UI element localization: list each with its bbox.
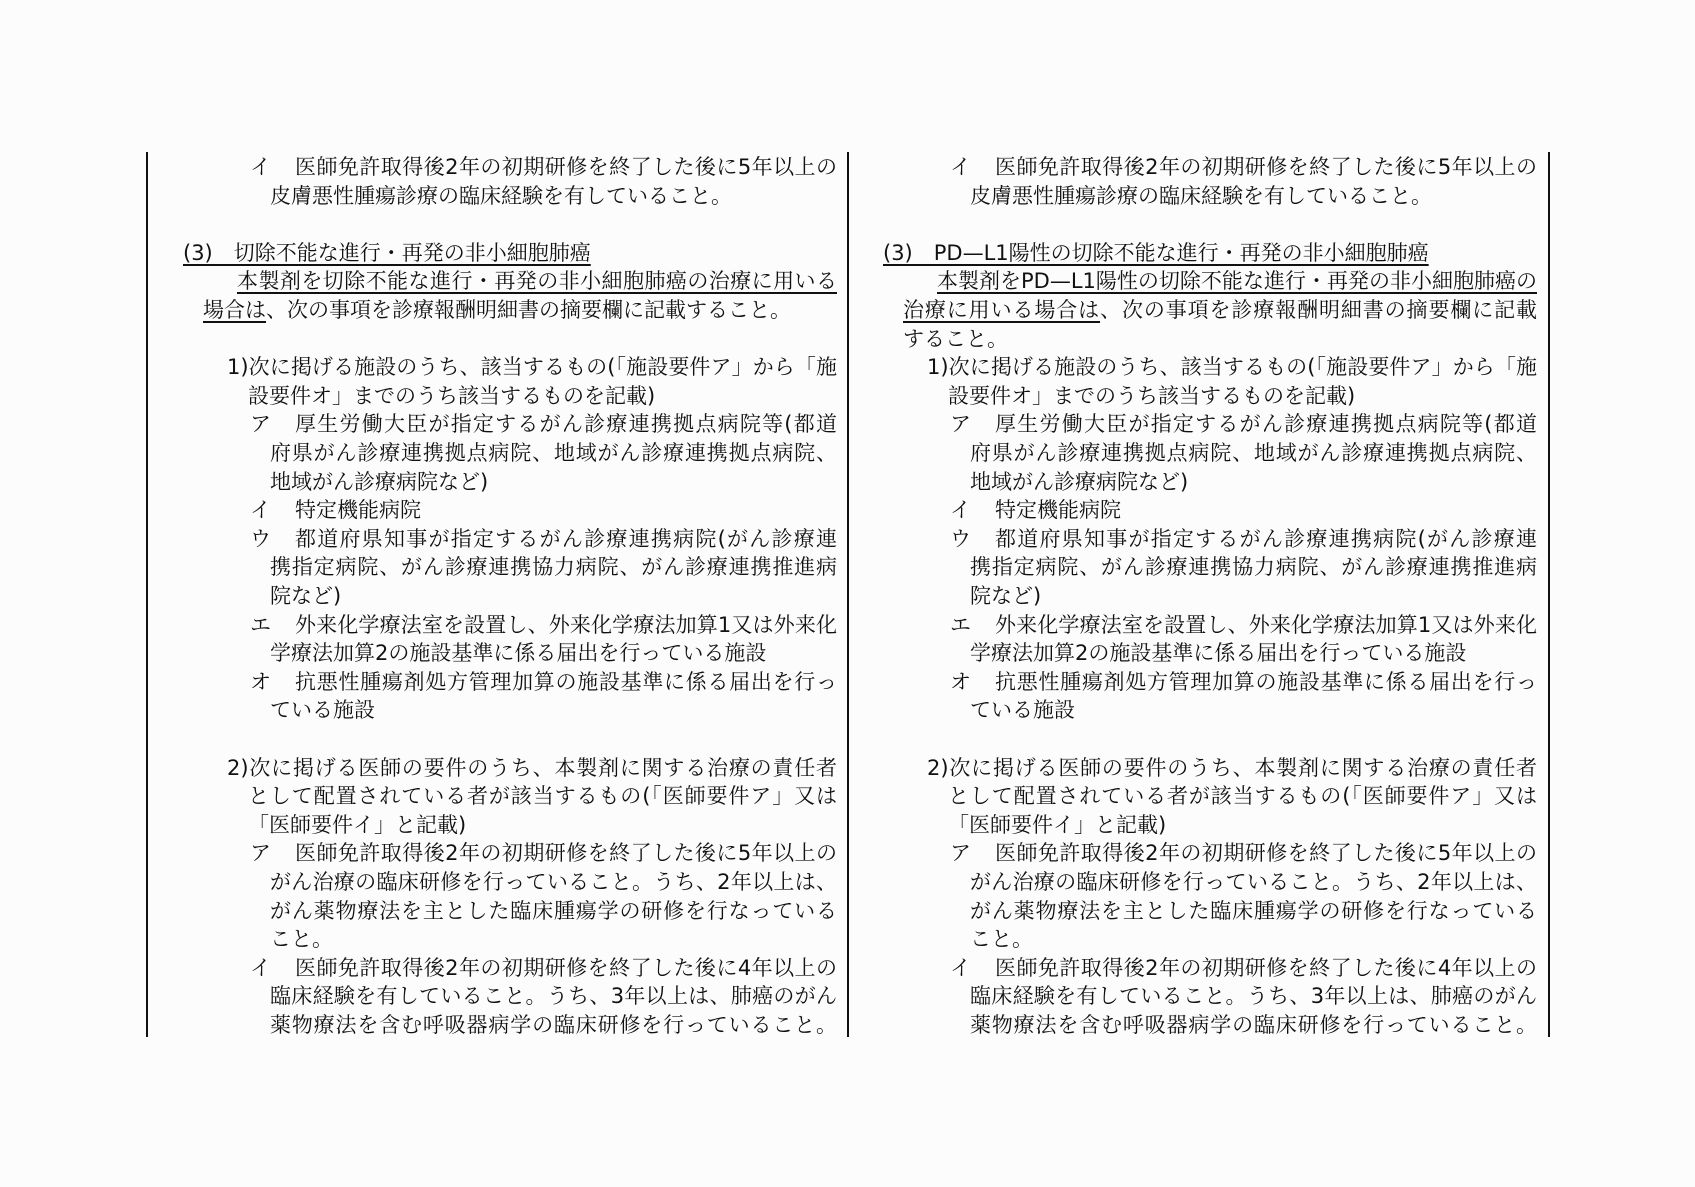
text: として配置されている者が該当するもの(「医師要件ア」又は	[248, 784, 837, 808]
text: ている施設	[970, 698, 1075, 722]
text-line	[948, 782, 1537, 810]
text-line	[995, 153, 1537, 181]
item-marker: イ	[950, 498, 971, 522]
item-marker: エ	[950, 613, 971, 637]
text-line	[203, 296, 791, 324]
text: 医師免許取得後2年の初期研修を終了した後に4年以上の	[295, 956, 837, 980]
section-heading: (3) PD—L1陽性の切除不能な進行・再発の非小細胞肺癌	[883, 241, 1429, 265]
text-line	[995, 525, 1537, 553]
text: として配置されている者が該当するもの(「医師要件ア」又は	[948, 784, 1537, 808]
text: 外来化学療法室を設置し、外来化学療法加算1又は外来化	[295, 613, 837, 637]
text: 臨床経験を有していること。うち、3年以上は、肺癌のがん	[270, 984, 837, 1008]
text-line	[995, 668, 1537, 696]
item-marker: イ	[250, 498, 271, 522]
text: 外来化学療法室を設置し、外来化学療法加算1又は外来化	[995, 613, 1537, 637]
text-line	[270, 868, 837, 896]
text-line	[927, 353, 1537, 381]
text-line	[948, 811, 1166, 839]
text-line	[270, 553, 837, 581]
item-marker: ア	[250, 841, 271, 865]
text: 本製剤をPD—L1陽性の切除不能な進行・再発の非小細胞肺癌の	[937, 269, 1537, 293]
section-heading: (3) 切除不能な進行・再発の非小細胞肺癌	[183, 241, 591, 265]
text-line	[237, 267, 837, 295]
text-line	[295, 153, 837, 181]
text: 薬物療法を含む呼吸器病学の臨床研修を行っていること。	[970, 1013, 1537, 1037]
text: こと。	[270, 927, 333, 951]
item-marker: ア	[950, 412, 971, 436]
text: 都道府県知事が指定するがん診療連携病院(がん診療連	[995, 527, 1537, 551]
text: 学療法加算2の施設基準に係る届出を行っている施設	[270, 641, 767, 665]
text: 地域がん診療病院など)	[970, 470, 1189, 494]
text-line	[270, 468, 488, 496]
text-line	[295, 611, 837, 639]
item-marker: エ	[250, 613, 271, 637]
text: がん治療の臨床研修を行っていること。うち、2年以上は、	[970, 870, 1537, 894]
text: 「医師要件イ」と記載)	[248, 813, 467, 837]
item-marker: ア	[950, 841, 971, 865]
text-line	[295, 525, 837, 553]
text: すること。	[903, 327, 1008, 351]
text-line	[295, 839, 837, 867]
item-marker: ア	[250, 412, 271, 436]
text: こと。	[970, 927, 1033, 951]
text-line	[970, 1011, 1537, 1039]
text-line	[270, 925, 333, 953]
underlined-text: 場合は	[203, 298, 266, 322]
text-line	[903, 325, 1008, 353]
text: 特定機能病院	[995, 498, 1121, 522]
text-line	[270, 639, 766, 667]
text-line	[270, 182, 732, 210]
text: がん治療の臨床研修を行っていること。うち、2年以上は、	[270, 870, 837, 894]
text: 薬物療法を含む呼吸器病学の臨床研修を行っていること。	[270, 1013, 837, 1037]
text-line	[227, 353, 837, 381]
text-line	[927, 754, 1537, 782]
text-line	[995, 496, 1121, 524]
text-line	[970, 182, 1432, 210]
text: 医師免許取得後2年の初期研修を終了した後に5年以上の	[995, 841, 1537, 865]
text: 医師免許取得後2年の初期研修を終了した後に5年以上の	[295, 841, 837, 865]
text: 特定機能病院	[295, 498, 421, 522]
item-marker: オ	[250, 670, 271, 694]
text-line	[995, 839, 1537, 867]
text: 地域がん診療病院など)	[270, 470, 489, 494]
text: がん薬物療法を主とした臨床腫瘍学の研修を行なっている	[970, 899, 1537, 923]
text: 2)次に掲げる医師の要件のうち、本製剤に関する治療の責任者	[227, 756, 837, 780]
text-line	[295, 410, 837, 438]
text-line	[995, 611, 1537, 639]
text: 皮膚悪性腫瘍診療の臨床経験を有していること。	[970, 184, 1432, 208]
text-line	[295, 954, 837, 982]
text: 医師免許取得後2年の初期研修を終了した後に5年以上の	[295, 155, 837, 179]
item-marker: イ	[250, 155, 271, 179]
text-line	[970, 982, 1537, 1010]
item-marker: イ	[950, 155, 971, 179]
text-line	[995, 954, 1537, 982]
table-border-left	[146, 152, 148, 1037]
text: 学療法加算2の施設基準に係る届出を行っている施設	[970, 641, 1467, 665]
text: 設要件オ」までのうち該当するものを記載)	[948, 384, 1356, 408]
text-line	[970, 897, 1537, 925]
item-marker: イ	[250, 956, 271, 980]
text: 1)次に掲げる施設のうち、該当するもの(「施設要件ア」から「施	[227, 355, 837, 379]
text: 院など)	[270, 584, 342, 608]
table-border-right	[1548, 152, 1550, 1037]
text: 院など)	[970, 584, 1042, 608]
text-line	[970, 439, 1537, 467]
text: 厚生労働大臣が指定するがん診療連携拠点病院等(都道	[995, 412, 1537, 436]
text-line	[270, 897, 837, 925]
text-line	[248, 782, 837, 810]
text: 府県がん診療連携拠点病院、地域がん診療連携拠点病院、	[270, 441, 837, 465]
text: 1)次に掲げる施設のうち、該当するもの(「施設要件ア」から「施	[927, 355, 1537, 379]
text-line	[970, 696, 1075, 724]
text: 、次の事項を診療報酬明細書の摘要欄に記載	[1100, 298, 1538, 322]
text-line	[937, 267, 1537, 295]
text: 、次の事項を診療報酬明細書の摘要欄に記載すること。	[266, 298, 791, 322]
text-line	[270, 696, 375, 724]
text: 医師免許取得後2年の初期研修を終了した後に5年以上の	[995, 155, 1537, 179]
item-marker: イ	[950, 956, 971, 980]
text-line	[970, 639, 1466, 667]
text: 抗悪性腫瘍剤処方管理加算の施設基準に係る届出を行っ	[995, 670, 1537, 694]
text: 携指定病院、がん診療連携協力病院、がん診療連携推進病	[970, 555, 1537, 579]
text-line	[883, 239, 1429, 267]
text: ている施設	[270, 698, 375, 722]
text-line	[270, 982, 837, 1010]
item-marker: オ	[950, 670, 971, 694]
text-line	[970, 868, 1537, 896]
text-line	[970, 553, 1537, 581]
text-line	[270, 1011, 837, 1039]
text: 2)次に掲げる医師の要件のうち、本製剤に関する治療の責任者	[927, 756, 1537, 780]
text: がん薬物療法を主とした臨床腫瘍学の研修を行なっている	[270, 899, 837, 923]
text-line	[995, 410, 1537, 438]
text-line	[970, 582, 1041, 610]
text-line	[248, 382, 655, 410]
text-line	[227, 754, 837, 782]
text-line	[295, 496, 421, 524]
text: 本製剤を切除不能な進行・再発の非小細胞肺癌の治療に用いる	[237, 269, 837, 293]
text-line	[970, 925, 1033, 953]
table-border-middle	[847, 152, 849, 1037]
text: 都道府県知事が指定するがん診療連携病院(がん診療連	[295, 527, 837, 551]
text-line	[948, 382, 1355, 410]
text-line	[183, 239, 591, 267]
item-marker: ウ	[250, 527, 271, 551]
text-line	[970, 468, 1188, 496]
item-marker: ウ	[950, 527, 971, 551]
text-line	[248, 811, 466, 839]
text: 臨床経験を有していること。うち、3年以上は、肺癌のがん	[970, 984, 1537, 1008]
text: 厚生労働大臣が指定するがん診療連携拠点病院等(都道	[295, 412, 837, 436]
text-line	[270, 582, 341, 610]
text: 携指定病院、がん診療連携協力病院、がん診療連携推進病	[270, 555, 837, 579]
text-line	[295, 668, 837, 696]
text: 「医師要件イ」と記載)	[948, 813, 1167, 837]
underlined-text: 治療に用いる場合は	[903, 298, 1101, 322]
text: 抗悪性腫瘍剤処方管理加算の施設基準に係る届出を行っ	[295, 670, 837, 694]
text: 府県がん診療連携拠点病院、地域がん診療連携拠点病院、	[970, 441, 1537, 465]
text: 皮膚悪性腫瘍診療の臨床経験を有していること。	[270, 184, 732, 208]
text-line	[270, 439, 837, 467]
text-line	[903, 296, 1537, 324]
text: 設要件オ」までのうち該当するものを記載)	[248, 384, 656, 408]
text: 医師免許取得後2年の初期研修を終了した後に4年以上の	[995, 956, 1537, 980]
